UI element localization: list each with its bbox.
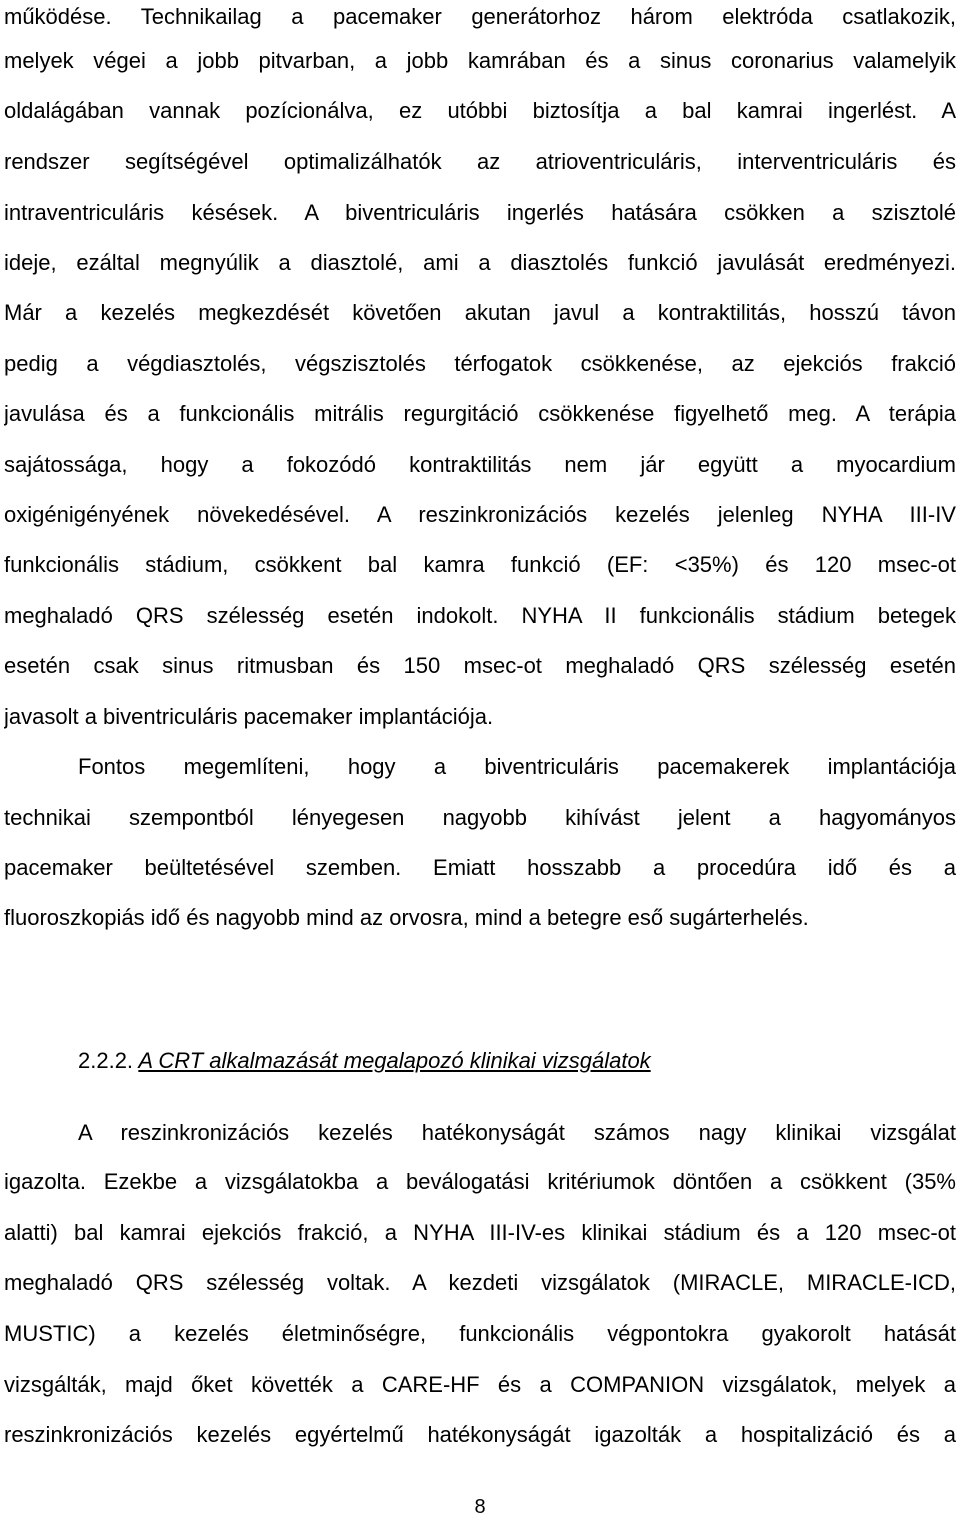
text-line: MUSTIC) a kezelés életminőségre, funkcionális végpontokra gyakorolt hatását <box>4 1321 956 1346</box>
text-line: Fontos megemlíteni, hogy a biventriculáris pacemakerek implantációja <box>78 754 956 779</box>
text-line: ideje, ezáltal megnyúlik a diasztolé, ami a diasztolés funkció javulását eredményezi. <box>4 250 956 275</box>
text-line: igazolta. Ezekbe a vizsgálatokba a beválogatási kritériumok döntően a csökkent (35% <box>4 1169 956 1194</box>
section-heading <box>78 1046 651 1076</box>
text-line: rendszer segítségével optimalizálhatók az atrioventriculáris, interventriculáris és <box>4 149 956 174</box>
text-line: oldalágában vannak pozícionálva, ez utóbbi biztosítja a bal kamrai ingerlést. A <box>4 98 956 123</box>
text-line: Már a kezelés megkezdését követően akutan javul a kontraktilitás, hosszú távon <box>4 300 956 325</box>
text-line: melyek végei a jobb pitvarban, a jobb kamrában és a sinus coronarius valamelyik <box>4 48 956 73</box>
text-line: pedig a végdiasztolés, végszisztolés térfogatok csökkenése, az ejekciós frakció <box>4 351 956 376</box>
text-line: esetén csak sinus ritmusban és 150 msec-ot meghaladó QRS szélesség esetén <box>4 653 956 678</box>
text-line: oxigénigényének növekedésével. A reszinkronizációs kezelés jelenleg NYHA III-IV <box>4 502 956 527</box>
text-line: A reszinkronizációs kezelés hatékonyságát számos nagy klinikai vizsgálat <box>78 1120 956 1145</box>
text-line: intraventriculáris késések. A biventriculáris ingerlés hatására csökken a szisztolé <box>4 200 956 225</box>
text-line: működése. Technikailag a pacemaker generátorhoz három elektróda csatlakozik, <box>4 4 956 29</box>
text-line: fluoroszkopiás idő és nagyobb mind az orvosra, mind a betegre eső sugárterhelés. <box>4 905 809 930</box>
text-line: javulása és a funkcionális mitrális regurgitáció csökkenése figyelhető meg. A terápia <box>4 401 956 426</box>
text-line: technikai szempontból lényegesen nagyobb kihívást jelent a hagyományos <box>4 805 956 830</box>
section-title: A CRT alkalmazását megalapozó klinikai vizsgálatok <box>138 1048 651 1073</box>
page-number: 8 <box>474 1496 486 1518</box>
section-number: 2.2.2. <box>78 1048 134 1073</box>
text-line: alatti) bal kamrai ejekciós frakció, a NYHA III-IV-es klinikai stádium és a 120 msec-ot <box>4 1220 956 1245</box>
text-line: meghaladó QRS szélesség esetén indokolt. NYHA II funkcionális stádium betegek <box>4 603 956 628</box>
text-line: javasolt a biventriculáris pacemaker implantációja. <box>4 704 494 729</box>
text-line: vizsgálták, majd őket követték a CARE-HF és a COMPANION vizsgálatok, melyek a <box>4 1372 956 1397</box>
text-line: pacemaker beültetésével szemben. Emiatt hosszabb a procedúra idő és a <box>4 855 956 880</box>
text-line: funkcionális stádium, csökkent bal kamra funkció (EF: <35%) és 120 msec-ot <box>4 552 956 577</box>
text-line: sajátossága, hogy a fokozódó kontraktilitás nem jár együtt a myocardium <box>4 452 956 477</box>
text-line: reszinkronizációs kezelés egyértelmű hatékonyságát igazolták a hospitalizáció és a <box>4 1422 956 1447</box>
text-line: meghaladó QRS szélesség voltak. A kezdeti vizsgálatok (MIRACLE, MIRACLE-ICD, <box>4 1270 956 1295</box>
